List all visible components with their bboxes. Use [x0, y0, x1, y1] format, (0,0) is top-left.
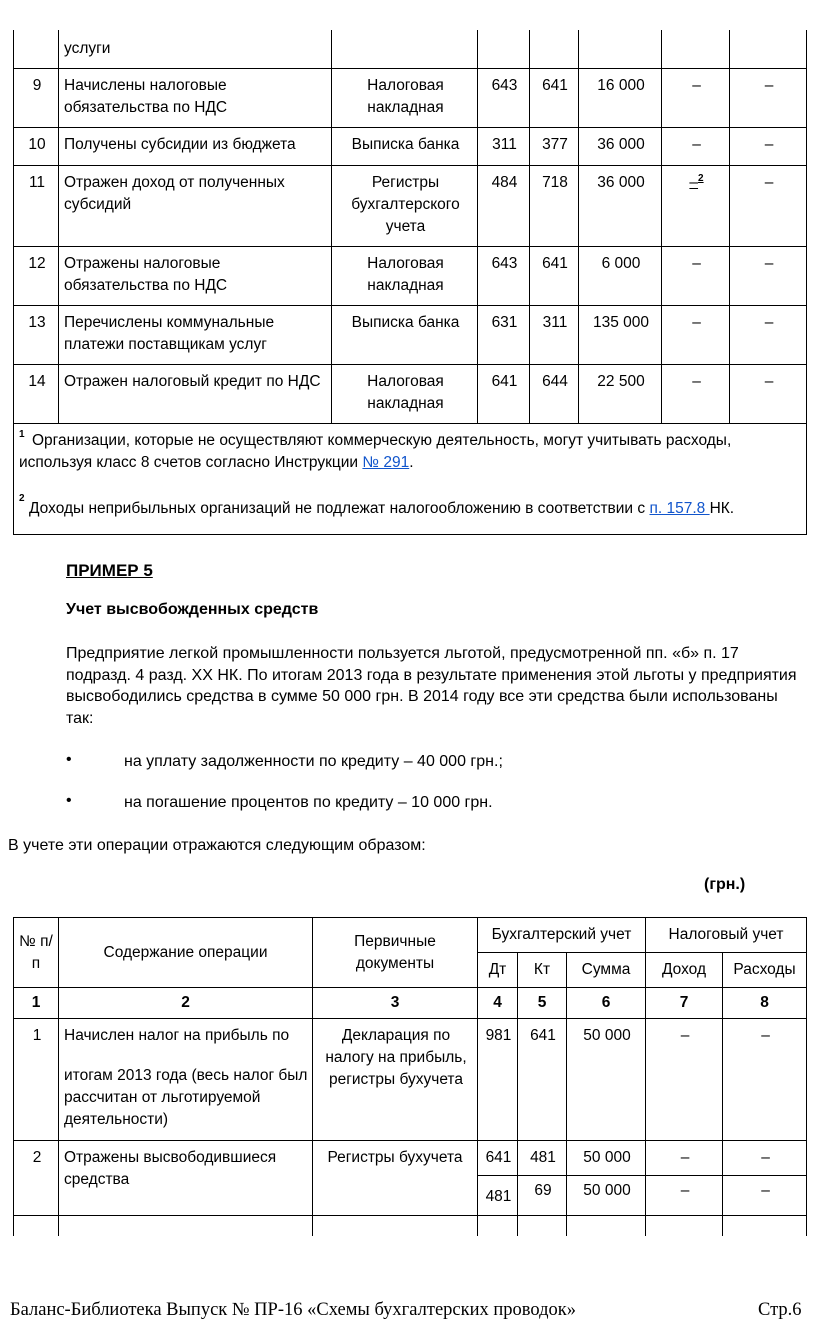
table-row: [14, 1141, 807, 1176]
table-row: [14, 246, 807, 305]
footnote-2-text: Доходы неприбыльных организаций не подлежат налогообложению в соответствии с: [29, 499, 650, 517]
header-tax: Налоговый учет: [668, 926, 784, 943]
cell-sum: 50 000: [583, 1027, 631, 1044]
table-row: [14, 1019, 807, 1141]
cell-expense: –: [764, 313, 774, 331]
cell-content: Отражены высвободившиеся средства: [64, 1149, 277, 1188]
cell-content: Отражен налоговый кредит по НДС: [64, 372, 321, 390]
cell-expense: –: [764, 254, 774, 272]
table2-wrapper: [13, 917, 807, 1236]
cell-num: 2: [32, 1149, 42, 1166]
cell-num: 9: [32, 76, 42, 94]
cell-kt: 641: [530, 1027, 556, 1044]
table-row: [14, 127, 807, 165]
cell-expense: –: [764, 372, 774, 390]
cell-sum: 6 000: [601, 254, 641, 272]
footnote-1-mark: 1: [19, 428, 25, 440]
cell-doc: Выписка банка: [351, 313, 460, 331]
cell-sum: 16 000: [597, 76, 645, 94]
cell-income: –: [692, 313, 701, 331]
header-accounting: Бухгалтерский учет: [491, 926, 632, 943]
footnotes: [14, 424, 806, 528]
table1-row-continuation: [14, 30, 807, 68]
cell-sum: 50 000: [583, 1182, 631, 1199]
cell-kt: 718: [542, 173, 568, 191]
table-row: [14, 305, 807, 364]
cell-dt: 641: [485, 1149, 512, 1166]
cell-kt: 311: [542, 313, 568, 331]
cell-kt: 69: [534, 1182, 552, 1199]
instruction-291-link[interactable]: № 291: [362, 453, 410, 471]
cell-income: –: [692, 76, 701, 94]
bullet-icon: •: [66, 792, 72, 809]
cell-kt: 641: [542, 76, 568, 94]
cell-doc: Регистры бухгалтерского учета: [351, 173, 460, 235]
col-number: 7: [679, 994, 689, 1011]
cell-kt: 377: [542, 135, 568, 153]
cell-num: 11: [28, 173, 46, 191]
cell-income: –: [680, 1182, 690, 1199]
bullet-item: на уплату задолженности по кредиту – 40 000 грн.;: [124, 753, 503, 770]
footnote-2-mark: 2: [19, 492, 25, 504]
header-kt: Кт: [533, 961, 551, 978]
bullet-icon: •: [66, 751, 72, 768]
cell-expense: –: [761, 1182, 770, 1199]
cell-expense: –: [761, 1027, 770, 1044]
cell-doc: Налоговая накладная: [367, 254, 444, 294]
intro-text: В учете эти операции отражаются следующим образом:: [8, 837, 426, 854]
bullet-item: на погашение процентов по кредиту – 10 000 грн.: [124, 794, 493, 811]
header-content: Содержание операции: [103, 943, 268, 961]
cell-expense: –: [764, 173, 774, 191]
cell-dt: 981: [485, 1027, 512, 1044]
cell-doc: Регистры бухучета: [327, 1149, 463, 1166]
table2-colnum-row: [14, 988, 807, 1019]
col-number: 8: [760, 994, 769, 1011]
table2: [13, 917, 807, 1236]
cell-doc: Выписка банка: [351, 135, 460, 153]
table2-header-row: [14, 918, 807, 953]
cell-num: 13: [28, 313, 46, 331]
cell-dt: 643: [491, 76, 518, 94]
cell-num: 10: [28, 135, 46, 153]
cell-expense: –: [764, 76, 774, 94]
header-sum: Сумма: [581, 961, 631, 978]
cell-income: –: [692, 135, 701, 153]
header-docs: Первичные документы: [354, 932, 436, 972]
table-row: [14, 364, 807, 423]
example-subtitle: Учет высвобожденных средств: [66, 601, 319, 618]
col-number: 6: [601, 994, 611, 1011]
cell-kt: 644: [542, 372, 568, 390]
cell-kt: 481: [530, 1149, 556, 1166]
cell-dt: 631: [491, 313, 518, 331]
table1: [13, 30, 807, 535]
cell-content: Получены субсидии из бюджета: [64, 135, 296, 153]
cell-content: [59, 1019, 312, 1137]
unit-label: (грн.): [704, 876, 746, 893]
cell-content: Отражен доход от полученных субсидий: [64, 173, 285, 213]
page-number: Стр.6: [758, 1300, 802, 1320]
cell-num: 14: [28, 372, 46, 390]
income-dash: –: [689, 173, 699, 191]
article-157-8-link[interactable]: п. 157.8: [649, 499, 710, 517]
header-dt: Дт: [488, 961, 507, 978]
footer-title: Баланс-Библиотека Выпуск № ПР-16 «Схемы бухгалтерских проводок»: [10, 1300, 577, 1320]
col-number: 2: [181, 994, 190, 1011]
table-row: [14, 165, 807, 246]
cell-content: Перечислены коммунальные платежи поставщикам услуг: [64, 313, 275, 353]
cell-doc: Декларация по налогу на прибыль, регистры бухучета: [325, 1027, 467, 1088]
cell-num: 1: [32, 1027, 42, 1044]
table1-wrapper: [13, 30, 807, 535]
example-title: ПРИМЕР 5: [66, 561, 153, 580]
footnote-1-end: .: [409, 453, 414, 471]
footnote-2-end: НК.: [709, 499, 735, 517]
col-number: 3: [390, 994, 400, 1011]
footnote-1-text: Организации, которые не осуществляют коммерческую деятельность, могут учитывать расходы, используя класс 8 счетов согласно Инструкции: [19, 431, 732, 471]
cell-content-line2: итогам 2013 года (весь налог был рассчитан от льготируемой деятельности): [64, 1067, 308, 1128]
cell-content: услуги: [64, 40, 111, 57]
cell-dt: 484: [491, 173, 518, 191]
header-income: Доход: [661, 961, 707, 978]
cell-income: –: [680, 1149, 690, 1166]
footnote-ref-2[interactable]: 2: [698, 172, 704, 184]
col-number: 4: [493, 994, 502, 1011]
footnote-2: [19, 492, 800, 520]
cell-sum: 36 000: [597, 173, 645, 191]
cell-dt: 643: [491, 254, 518, 272]
example-paragraph: Предприятие легкой промышленности пользуется льготой, предусмотренной пп. «б» п. 17 подразд. 4 разд. ХХ НК. По итогам 2013 года в результате применения этой льготы у предприятия высвободились средства в сумме 50 000 грн. В 2014 году все эти средства были использованы так:: [66, 645, 797, 727]
col-number: 5: [537, 994, 547, 1011]
table-row: [14, 68, 807, 127]
table2-row-continued: [14, 1216, 807, 1236]
cell-kt: 641: [542, 254, 568, 272]
cell-expense: –: [761, 1149, 770, 1166]
cell-num: 12: [28, 254, 46, 272]
cell-expense: –: [764, 135, 774, 153]
header-num: № п/п: [19, 932, 53, 972]
cell-dt: 311: [492, 135, 517, 153]
cell-sum: 50 000: [583, 1149, 631, 1166]
cell-content-line1: Начислен налог на прибыль по: [64, 1027, 290, 1044]
cell-doc: Налоговая накладная: [367, 372, 444, 412]
cell-doc: Налоговая накладная: [367, 76, 444, 116]
col-number: 1: [31, 994, 41, 1011]
cell-dt: 481: [485, 1188, 512, 1205]
cell-dt: 641: [491, 372, 518, 390]
cell-content: Начислены налоговые обязательства по НДС: [64, 76, 228, 116]
table1-footnotes-row: [14, 423, 807, 534]
footnote-1: [19, 430, 800, 474]
cell-income: –: [692, 254, 701, 272]
cell-sum: 22 500: [597, 372, 645, 390]
cell-content: Отражены налоговые обязательства по НДС: [64, 254, 228, 294]
header-expense: Расходы: [733, 961, 796, 978]
cell-sum: 36 000: [597, 135, 645, 153]
cell-income: –: [680, 1027, 690, 1044]
cell-sum: 135 000: [592, 313, 650, 331]
cell-income: [662, 166, 729, 200]
cell-income: –: [692, 372, 701, 390]
